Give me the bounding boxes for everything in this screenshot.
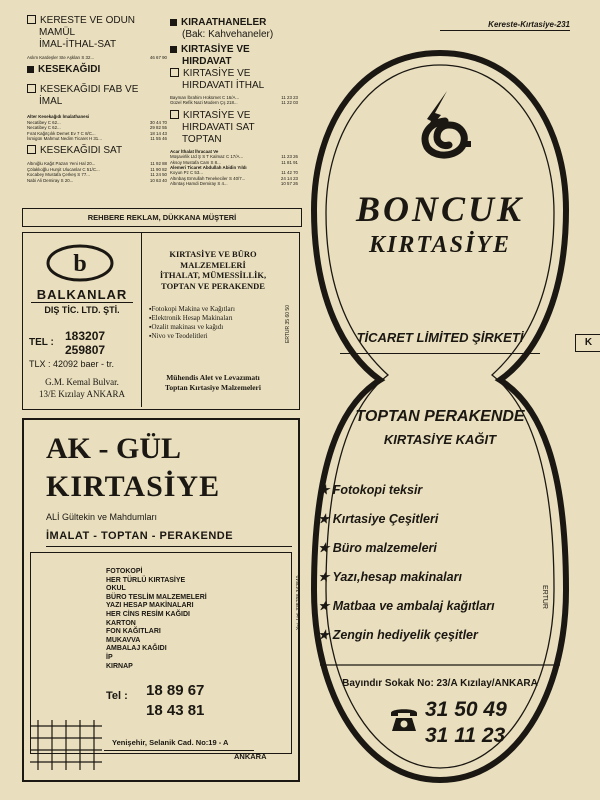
boncuk-tel: 31 11 23: [425, 724, 506, 747]
divider: [31, 302, 133, 303]
advert-banner: REHBERE REKLAM, DÜKKANA MÜŞTERİ: [22, 208, 302, 227]
boncuk-service-item: ★ Matbaa ve ambalaj kağıtları: [318, 599, 495, 613]
listing-entry: Fırat Kağıtçılık Demet Ev 7 C 8/C... 18 14 43: [27, 130, 167, 136]
akgul-title: KIRTASİYE: [46, 470, 221, 503]
tel-number: 18 89 67: [146, 682, 205, 699]
akgul-product-item: AMBALAJ KAĞIDI: [106, 645, 167, 653]
tel-label: TEL :: [29, 337, 54, 348]
heading: HIRDAVAT: [182, 56, 232, 67]
akgul-address: Yenişehir, Selanik Cad. No:19 - A: [112, 738, 229, 747]
boncuk-service-item: ★ Fotokopi teksir: [318, 483, 423, 497]
heading: KIRAATHANELER: [181, 17, 267, 28]
akgul-city: ANKARA: [234, 752, 267, 761]
heading: HIRDAVATI SAT: [182, 121, 255, 133]
boncuk-company: TİCARET LİMİTED ŞİRKETİ: [356, 330, 524, 345]
akgul-title: AK - GÜL: [46, 432, 181, 465]
address-line: G.M. Kemal Bulvar.: [45, 377, 119, 387]
akgul-product-list: [106, 568, 207, 671]
boncuk-title: BONCUK: [355, 189, 525, 229]
checkbox-icon: [170, 68, 179, 77]
heading: KIRTASİYE VE: [183, 68, 251, 79]
checkbox-icon: [27, 145, 36, 154]
balkanlar-subtitle: DIŞ TİC. LTD. ŞTİ.: [44, 305, 120, 315]
tel-number: 259807: [65, 343, 106, 357]
boncuk-service-item: ★ Yazı,hesap makinaları: [318, 570, 462, 584]
listing-entry: Altınığlu Kağıt Pazarı Yeni Hal 20... 11 92 88: [27, 161, 167, 167]
listing-entry: Aslım Kardeşler Ste Aşkları S 32... 46 67 90: [27, 55, 167, 60]
filled-square-icon: [27, 66, 34, 73]
boncuk-service-item: ★ Zengin hediyelik çeşitler: [318, 628, 478, 642]
listing-entry: Müşavirlik Ltd Ş S T Kalmaz C 17/A... 11 23 26: [170, 154, 298, 160]
heading: KESEKAĞIDI FAB VE: [40, 84, 139, 96]
listing-entry: Alemeri Ticaret Abdullah Abidin Yıldı: [170, 165, 247, 171]
listing-entry: Alter Kesekağıdı İmalathanesi: [27, 114, 90, 120]
listing-entry: Necatibey C 62... 30 44 70: [27, 119, 167, 125]
checkbox-icon: [27, 15, 36, 24]
tel-number: 18 43 81: [146, 702, 205, 719]
checkbox-icon: [170, 110, 179, 119]
heading: KESEKAĞIDI: [38, 64, 101, 76]
map-grid-icon: [30, 720, 102, 770]
heading: (Bak: Kahvehaneler): [182, 29, 274, 40]
heading: KERESTE VE ODUN: [40, 15, 136, 26]
akgul-product-item: HER CİNS RESİM KAĞIDI: [106, 610, 191, 618]
listing-entry: Kocabey Mustafa Çerkeş S 77... 11 24 50: [27, 172, 167, 178]
boncuk-service-item: ★ Kırtasiye Çeşitleri: [318, 512, 439, 526]
boncuk-service-list: [318, 476, 495, 650]
heading: KIRTASİYE VE: [183, 109, 251, 121]
heading: MAMÜL: [39, 27, 76, 38]
akgul-product-item: KARTON: [106, 619, 136, 627]
filled-square-icon: [170, 19, 177, 26]
divider: [46, 546, 292, 547]
balkanlar-title: KIRTASİYE VE BÜRO MALZEMELERİ İTHALAT, MÜMESSİLLİK, TOPTAN VE PERAKENDE: [159, 249, 267, 291]
listing-entry: Altıntaş Hamdi Demiray S 4... 10 57 26: [170, 181, 298, 187]
boncuk-tel: 31 50 49: [425, 698, 507, 721]
boncuk-toptan: TOPTAN PERAKENDE: [355, 408, 525, 425]
balkanlar-name: BALKANLAR: [36, 287, 128, 302]
heading: KIRTASİYE VE: [181, 44, 250, 55]
star-icon: ★: [318, 628, 333, 642]
vertical-credit: ERTUR 35 60 50: [285, 305, 291, 343]
star-icon: ★: [318, 599, 333, 613]
address-line: 13/E Kızılay ANKARA: [39, 389, 125, 399]
akgul-product-item: BÜRO TESLİM MALZEMELERİ: [106, 593, 207, 601]
checkbox-icon: [27, 84, 36, 93]
heading: KESEKAĞIDI SAT: [40, 145, 123, 157]
directory-column-1: [27, 15, 167, 183]
divider: [104, 750, 254, 751]
star-icon: ★: [318, 570, 333, 584]
listing-entry: Güzel Refik Nazi Modern Çş 218... 11 22 03: [170, 100, 298, 106]
balkanlar-logo-icon: [45, 243, 115, 283]
heading: HIRDAVATI İTHAL: [182, 80, 265, 91]
boncuk-logo-icon: [405, 85, 485, 165]
vertical-credit: ERTUR: [541, 585, 548, 609]
akgul-tagline: İMALAT - TOPTAN - PERAKENDE: [46, 530, 234, 542]
akgul-product-item: FON KAĞITLARI: [106, 628, 161, 636]
boncuk-kagit: KIRTASİYE KAĞIT: [383, 432, 497, 447]
telex: TLX : 42092 baer - tr.: [29, 359, 115, 369]
balkanlar-services: ▪Fotokopi Makina ve Kağıtları ▪Elektronik Hesap Makinaları ▪Ozalit makinası ve kağıdı ▪Nivo ve Teodelitleri: [149, 305, 235, 340]
listing-entry: Çölaklıoğlu Hurşit Ulucanlar C 51/C... 11 90 82: [27, 166, 167, 172]
tel-label: Tel :: [106, 690, 128, 702]
vertical-credit: Yai. Ltd. 335798-342840: [296, 575, 302, 630]
boncuk-subtitle: KIRTASİYE: [368, 232, 512, 258]
listing-entry: Koyun Pz C 53... 11 42 70: [170, 170, 298, 176]
akgul-product-item: OKUL: [106, 585, 126, 593]
heading: İMAL: [39, 96, 63, 108]
akgul-product-item: MUKAVVA: [106, 636, 141, 644]
svg-text:b: b: [73, 251, 87, 277]
tel-number: 183207: [65, 329, 106, 343]
akgul-product-item: HER TÜRLÜ KIRTASİYE: [106, 576, 186, 584]
listing-entry: Necatibey C 62... 29 82 55: [27, 125, 167, 131]
listing-entry: İsmigün Mahmut Nedim Ticaret H 31... 11 55 46: [27, 136, 167, 142]
directory-column-2: [170, 17, 298, 187]
page-header: Kereste-Kırtasiye-231: [488, 20, 570, 29]
filled-square-icon: [170, 46, 177, 53]
listing-entry: Aksoy Mustafa Cam S 8... 11 81 91: [170, 159, 298, 165]
star-icon: ★: [318, 483, 333, 497]
divider: [340, 353, 540, 354]
header-rule: [440, 30, 570, 31]
listing-entry: Bayman İbrahim Hükümet C 16/A... 11 23 23: [170, 95, 298, 100]
star-icon: ★: [318, 512, 333, 526]
balkanlar-left-panel: [23, 233, 142, 407]
listing-entry: Altınbaş Emrullah Tenekeciler S 40/7... 24 14 23: [170, 175, 298, 181]
heading: TOPTAN: [182, 133, 222, 145]
balkanlar-footer: Mühendis Alet ve Levazımatı Toptan Kırtasiye Malzemeleri: [165, 373, 261, 392]
section-tab-k[interactable]: K: [575, 334, 600, 352]
balkanlar-ad: [22, 232, 300, 410]
akgul-owner: ALİ Gültekin ve Mahdumları: [46, 512, 158, 522]
listing-entry: Acar İthalat İhracaat Ve: [170, 148, 219, 154]
boncuk-address: Bayındır Sokak No: 23/A Kızılay/ANKARA: [342, 678, 538, 689]
akgul-ad: [22, 418, 300, 782]
akgul-product-item: KIRNAP: [106, 662, 133, 670]
akgul-product-item: YAZI HESAP MAKİNALARI: [106, 602, 194, 610]
star-icon: ★: [318, 541, 333, 555]
heading: İMAL-İTHAL-SAT: [39, 39, 117, 50]
boncuk-service-item: ★ Büro malzemeleri: [318, 541, 437, 555]
telephone-icon: [388, 705, 420, 733]
akgul-product-item: FOTOKOPİ: [106, 568, 143, 575]
akgul-product-item: İP: [106, 653, 113, 661]
listing-entry: Nabi Ali Demiray S 20... 10 63 40: [27, 177, 167, 183]
